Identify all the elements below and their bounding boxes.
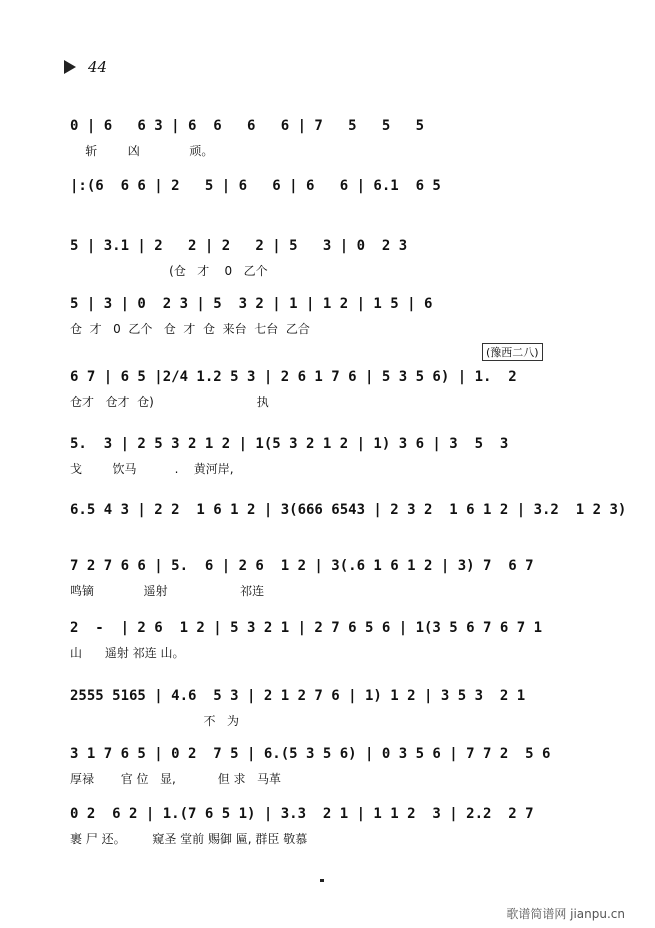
notation-line: 6 7 | 6 5 |2/4 1.2 5 3 | 2 6 1 7 6 | 5 3 5 6) | 1. 2 [70,369,517,385]
page-corner-mark-icon [64,60,76,74]
lyrics-line: 仓才 仓才 仓) 执 [70,395,269,409]
lyrics-line: 裹 尸 还。 窥圣 堂前 赐御 匾, 群臣 敬慕 [70,832,308,846]
tune-annotation: (豫西二八) [482,343,543,361]
notation-line: 3 1 7 6 5 | 0 2 7 5 | 6.(5 3 5 6) | 0 3 5 6 | 7 7 2 5 6 [70,746,551,762]
notation-line: |:(6 6 6 | 2 5 | 6 6 | 6 6 | 6.1 6 5 [70,178,441,194]
page-number: 44 [88,58,108,76]
lyrics-line: (仓 才 0 乙个 [70,264,268,278]
notation-line: 0 2 6 2 | 1.(7 6 5 1) | 3.3 2 1 | 1 1 2 3 | 2.2 2 7 [70,806,534,822]
notation-line: 0 | 6 6 3 | 6 6 6 6 | 7 5 5 5 [70,118,425,134]
notation-line: 5 | 3 | 0 2 3 | 5 3 2 | 1 | 1 2 | 1 5 | 6 [70,296,433,312]
notation-line: 7 2 7 6 6 | 5. 6 | 2 6 1 2 | 3(.6 1 6 1 2 | 3) 7 6 7 [70,558,534,574]
lyrics-line: 不 为 [70,714,239,728]
lyrics-line: 戈 饮马 . 黄河岸, [70,462,234,476]
lyrics-line: 鸣镝 遥射 祁连 [70,584,265,598]
notation-line: 5. 3 | 2 5 3 2 1 2 | 1(5 3 2 1 2 | 1) 3 6 | 3 5 3 [70,436,509,452]
watermark: 歌谱简谱网 jianpu.cn [506,907,625,921]
lyrics-line: 斩 凶 顽。 [70,144,214,158]
lyrics-line: 山 遥射 祁连 山。 [70,646,185,660]
notation-line: 2555 5165 | 4.6 5 3 | 2 1 2 7 6 | 1) 1 2 | 3 5 3 2 1 [70,688,526,704]
notation-line: 5 | 3.1 | 2 2 | 2 2 | 5 3 | 0 2 3 [70,238,408,254]
notation-line: 2 - | 2 6 1 2 | 5 3 2 1 | 2 7 6 5 6 | 1(3 5 6 7 6 7 1 [70,620,543,636]
notation-line: 6.5 4 3 | 2 2 1 6 1 2 | 3(666 6543 | 2 3 2 1 6 1 2 | 3.2 1 2 3) [70,502,627,518]
lyrics-line: 仓 才 0 乙个 仓 才 仓 来台 七台 乙合 [70,322,310,336]
page-dot-mark [320,879,324,882]
lyrics-line: 厚禄 官 位 显, 但 求 马革 [70,772,281,786]
